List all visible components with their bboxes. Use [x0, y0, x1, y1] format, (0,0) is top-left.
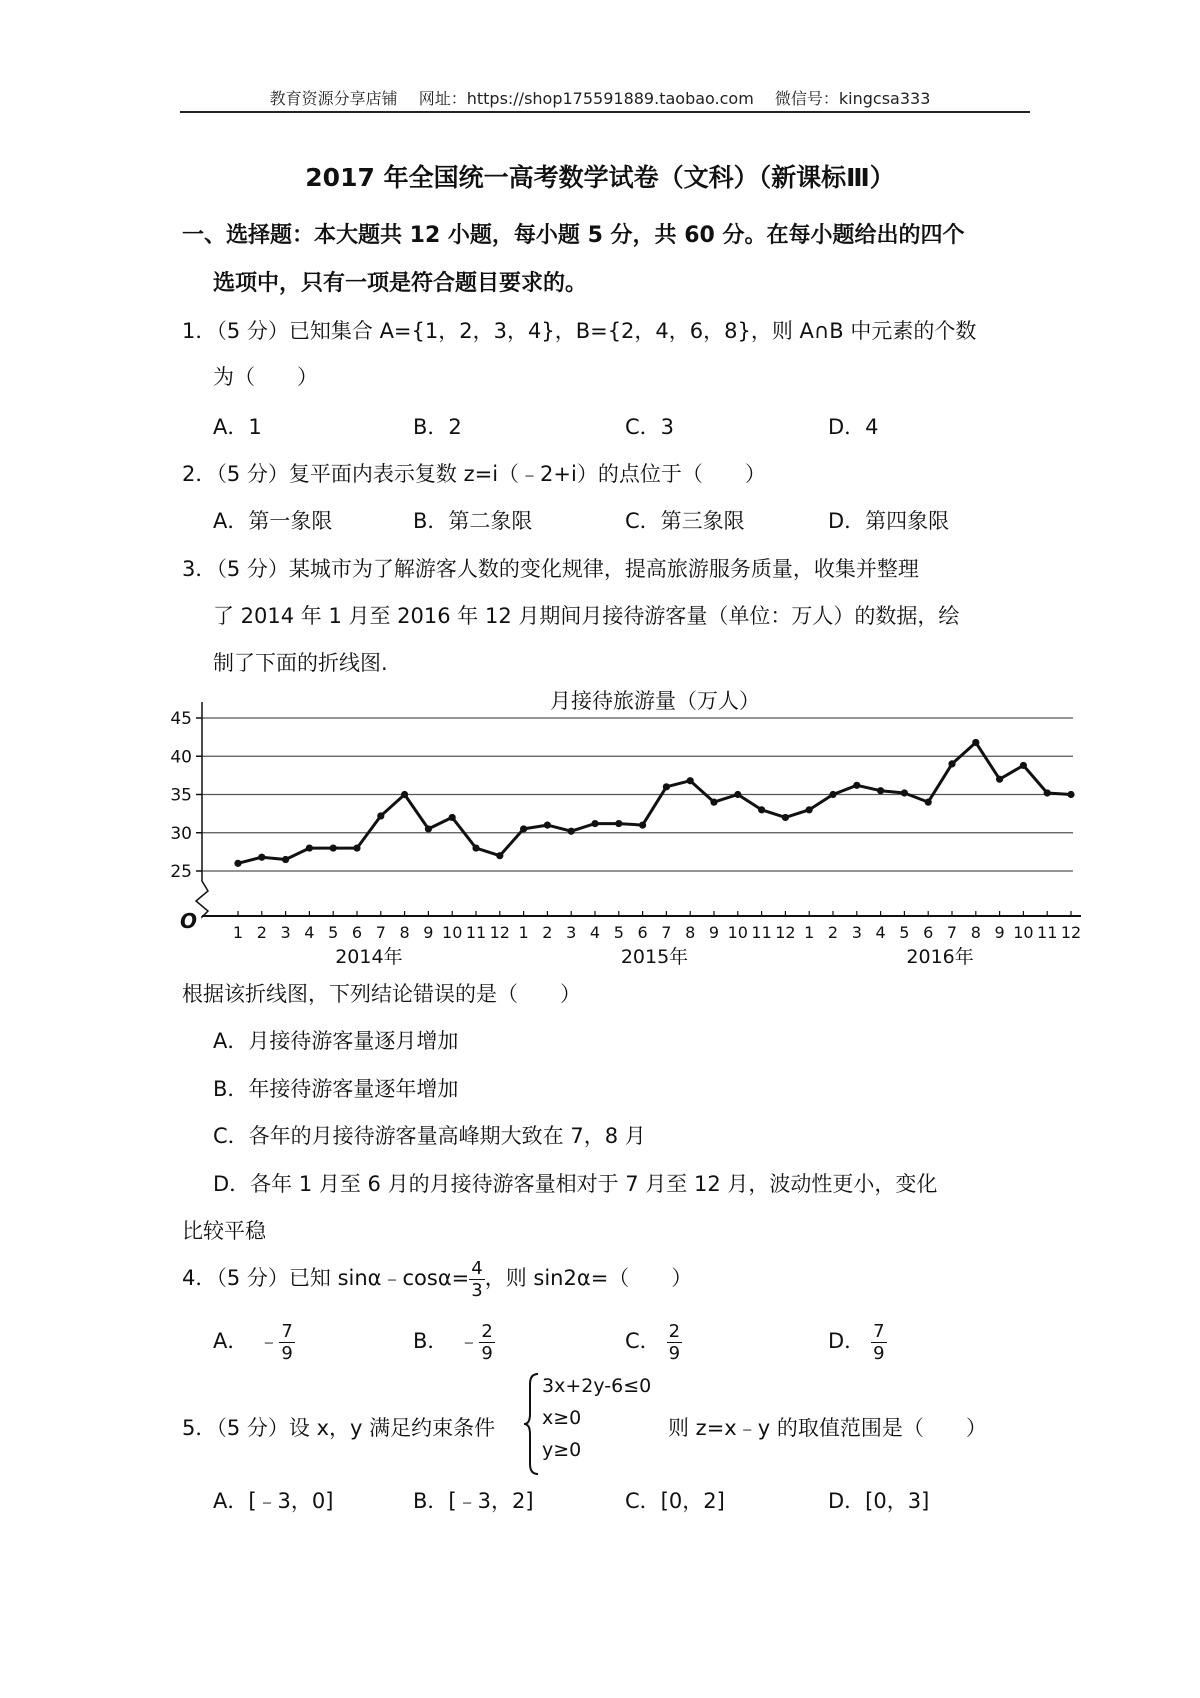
- data-point: [663, 783, 670, 790]
- q3-stem-cont2: 制了下面的折线图.: [213, 651, 388, 675]
- x-tick-label: 9: [423, 923, 434, 942]
- data-point: [282, 856, 289, 863]
- x-tick-label: 1: [232, 923, 244, 942]
- q4-option-a-label: A．: [213, 1329, 249, 1353]
- header-rule: [180, 111, 1030, 113]
- data-point: [353, 844, 360, 851]
- q4-option-d-den: 9: [873, 1342, 885, 1364]
- data-point: [972, 739, 979, 746]
- q4-option-d-num: 7: [873, 1320, 885, 1342]
- x-tick-label: 12: [489, 923, 510, 942]
- data-point: [806, 806, 813, 813]
- q4-option-c-num: 2: [668, 1320, 681, 1342]
- data-point: [449, 814, 456, 821]
- data-point: [710, 799, 717, 806]
- q1-option-c: C．3: [625, 415, 675, 439]
- q5-option-c: C．[0，2]: [625, 1489, 725, 1513]
- data-point: [234, 860, 241, 867]
- y-tick-label: 30: [170, 823, 192, 844]
- y-tick-label: 45: [170, 709, 192, 729]
- x-tick-label: 1: [518, 923, 529, 942]
- q5-option-a: A．[﹣3，0]: [213, 1489, 334, 1513]
- q4-option-d: [828, 1318, 887, 1364]
- data-point: [377, 812, 384, 819]
- q4-option-b-num: 2: [481, 1320, 493, 1342]
- q2-option-a: A．第一象限: [213, 509, 333, 533]
- year-label: 2016年: [906, 946, 974, 968]
- q4-option-c-label: C．: [625, 1329, 661, 1353]
- data-point: [544, 822, 551, 829]
- x-tick-label: 8: [399, 923, 410, 942]
- q4-frac-num: 4: [471, 1257, 483, 1279]
- q4-option-c: [625, 1318, 682, 1364]
- q4-option-d-fraction: [871, 1321, 886, 1364]
- data-point: [901, 789, 908, 796]
- y-axis: [196, 702, 208, 917]
- x-tick-label: 7: [946, 923, 958, 942]
- q3-option-d-cont: 比较平稳: [182, 1219, 266, 1243]
- q5-constraint-1: 3x+2y-6≤0: [542, 1375, 652, 1397]
- q4-option-b: [413, 1318, 495, 1364]
- data-point: [615, 820, 622, 827]
- data-point: [1044, 789, 1051, 796]
- x-tick-label: 5: [613, 923, 624, 942]
- data-point: [496, 852, 503, 859]
- data-point: [925, 799, 932, 806]
- q2-option-c: C．第三象限: [625, 509, 745, 533]
- q4-fraction: [469, 1258, 484, 1301]
- q4-option-a-den: 9: [281, 1342, 293, 1364]
- x-tick-label: 8: [685, 923, 696, 942]
- year-label: 2014年: [335, 946, 403, 968]
- y-tick-label: 25: [170, 862, 192, 882]
- q4-option-d-label: D．: [828, 1329, 866, 1353]
- data-point: [996, 776, 1003, 783]
- data-point: [829, 791, 836, 798]
- q4-option-a-num: 7: [281, 1320, 293, 1342]
- y-tick-label: 40: [170, 747, 192, 768]
- data-point: [472, 844, 479, 851]
- page-title: 2017 年全国统一高考数学试卷（文科）（新课标Ⅲ）: [305, 163, 895, 192]
- x-tick-label: 6: [637, 923, 648, 942]
- origin-label: O: [180, 909, 198, 933]
- q4-option-a-fraction: [279, 1321, 294, 1364]
- data-point: [330, 844, 337, 851]
- q2-option-b: B．第二象限: [413, 509, 533, 533]
- q4-option-b-sign: ﹣: [458, 1329, 480, 1353]
- q2-option-d: D．第四象限: [828, 509, 950, 533]
- q3-question: 根据该折线图，下列结论错误的是（ ）: [182, 982, 581, 1006]
- x-tick-label: 8: [970, 923, 981, 942]
- data-point: [1020, 762, 1027, 769]
- x-tick-label: 10: [727, 923, 748, 942]
- x-tick-label: 2: [542, 923, 553, 942]
- x-tick-label: 11: [1037, 923, 1058, 942]
- series-line: [238, 743, 1071, 864]
- q1-option-b: B．2: [413, 415, 462, 439]
- data-point: [1067, 791, 1074, 798]
- q1-stem-cont: 为（ ）: [213, 365, 318, 389]
- q4-stem-text-2: ，则 sin2α=（ ）: [484, 1266, 693, 1290]
- x-tick-label: 7: [661, 923, 672, 942]
- q4-option-c-fraction: [667, 1321, 682, 1364]
- y-tick-labels: [170, 709, 192, 882]
- header-wechat: 微信号：kingcsa333: [774, 89, 931, 108]
- q3-option-d: D．各年 1 月至 6 月的月接待游客量相对于 7 月至 12 月，波动性更小，变化: [213, 1172, 938, 1196]
- x-tick-label: 2: [256, 923, 267, 942]
- x-tick-label: 11: [751, 923, 772, 942]
- data-point: [591, 820, 598, 827]
- data-point: [687, 777, 694, 784]
- q1-option-a: A．1: [213, 415, 262, 439]
- data-point: [877, 787, 884, 794]
- q4-option-c-den: 9: [668, 1342, 681, 1364]
- header-shop: 教育资源分享店铺: [269, 89, 398, 108]
- x-tick-label: 9: [994, 923, 1005, 942]
- data-point: [758, 806, 765, 813]
- line-chart: [170, 688, 1090, 968]
- q4-option-b-fraction: [479, 1321, 494, 1364]
- x-tick-label: 3: [566, 923, 577, 942]
- q5-option-d: D．[0，3]: [828, 1489, 930, 1513]
- x-tick-label: 5: [328, 923, 339, 942]
- q1-stem: 1．（5 分）已知集合 A={1，2，3，4}，B={2，4，6，8}，则 A∩B 中元素的个数: [182, 319, 977, 343]
- x-tick-label: 3: [280, 923, 291, 942]
- x-tick-label: 1: [804, 923, 815, 942]
- data-point: [520, 825, 527, 832]
- x-tick-label: 4: [589, 923, 601, 942]
- x-tick-label: 4: [304, 923, 315, 942]
- x-tick-label: 2: [827, 923, 839, 942]
- header-url: 网址：https://shop175591889.taobao.com: [418, 89, 754, 108]
- q3-stem-cont: 了 2014 年 1 月至 2016 年 12 月期间月接待游客量（单位：万人）的数据，绘: [213, 604, 960, 628]
- q1-option-d: D．4: [828, 415, 879, 439]
- x-tick-label: 4: [875, 923, 886, 942]
- section-heading-cont: 选项中，只有一项是符合题目要求的。: [213, 271, 588, 296]
- q5-constraint-2: x≥0: [542, 1407, 582, 1429]
- data-point: [306, 844, 313, 851]
- y-tick-label: 35: [170, 785, 192, 806]
- x-tick-label: 12: [1060, 923, 1082, 942]
- x-tick-labels: [233, 923, 1081, 942]
- x-tick-label: 6: [351, 923, 363, 942]
- data-point: [734, 791, 741, 798]
- x-tick-label: 5: [899, 923, 910, 942]
- x-tick-label: 12: [775, 923, 796, 942]
- q4-option-a-sign: ﹣: [258, 1329, 280, 1353]
- q4-option-b-den: 9: [481, 1342, 493, 1364]
- q3-option-c: C．各年的月接待游客量高峰期大致在 7，8 月: [213, 1124, 646, 1148]
- q4-option-a: [213, 1318, 295, 1364]
- data-point: [782, 814, 789, 821]
- chart-title: 月接待旅游量（万人）: [550, 689, 760, 713]
- q3-stem: 3．（5 分）某城市为了解游客人数的变化规律，提高旅游服务质量，收集并整理: [182, 557, 919, 581]
- data-point: [948, 760, 955, 767]
- q3-option-b: B．年接待游客量逐年增加: [213, 1077, 459, 1101]
- x-tick-label: 10: [1013, 923, 1034, 942]
- q5-constraint-3: y≥0: [542, 1439, 582, 1461]
- chart-axes: [180, 702, 1081, 933]
- year-labels: [335, 946, 974, 968]
- q5-stem: 5．（5 分）设 x，y 满足约束条件: [182, 1416, 496, 1440]
- data-point: [401, 791, 408, 798]
- year-label: 2015年: [620, 946, 689, 968]
- page-header: [0, 86, 1200, 109]
- q2-stem: 2．（5 分）复平面内表示复数 z=i（﹣2+i）的点位于（ ）: [182, 462, 766, 486]
- q5-stem-cont: 则 z=x﹣y 的取值范围是（ ）: [668, 1416, 987, 1440]
- x-tick-label: 7: [375, 923, 386, 942]
- x-tick-label: 9: [708, 923, 720, 942]
- q4-stem-text: 4．（5 分）已知 sinα﹣cosα=: [182, 1266, 470, 1290]
- x-tick-label: 3: [851, 923, 862, 942]
- section-heading: 一、选择题：本大题共 12 小题，每小题 5 分，共 60 分。在每小题给出的四个: [182, 223, 965, 248]
- q4-option-b-label: B．: [413, 1329, 449, 1353]
- data-point: [425, 825, 432, 832]
- x-tick-label: 6: [923, 923, 934, 942]
- q5-constraints: [542, 1370, 651, 1466]
- data-points: [234, 739, 1074, 867]
- data-point: [568, 828, 575, 835]
- brace-icon: [522, 1370, 542, 1478]
- x-tick-label: 11: [465, 923, 487, 942]
- data-point: [853, 782, 860, 789]
- x-tick-label: 10: [442, 923, 463, 942]
- q3-option-a: A．月接待游客量逐月增加: [213, 1029, 459, 1053]
- data-point: [258, 854, 265, 861]
- data-point: [639, 822, 646, 829]
- q4-stem: [182, 1255, 692, 1301]
- q5-option-b: B．[﹣3，2]: [413, 1489, 534, 1513]
- q4-frac-den: 3: [471, 1279, 483, 1301]
